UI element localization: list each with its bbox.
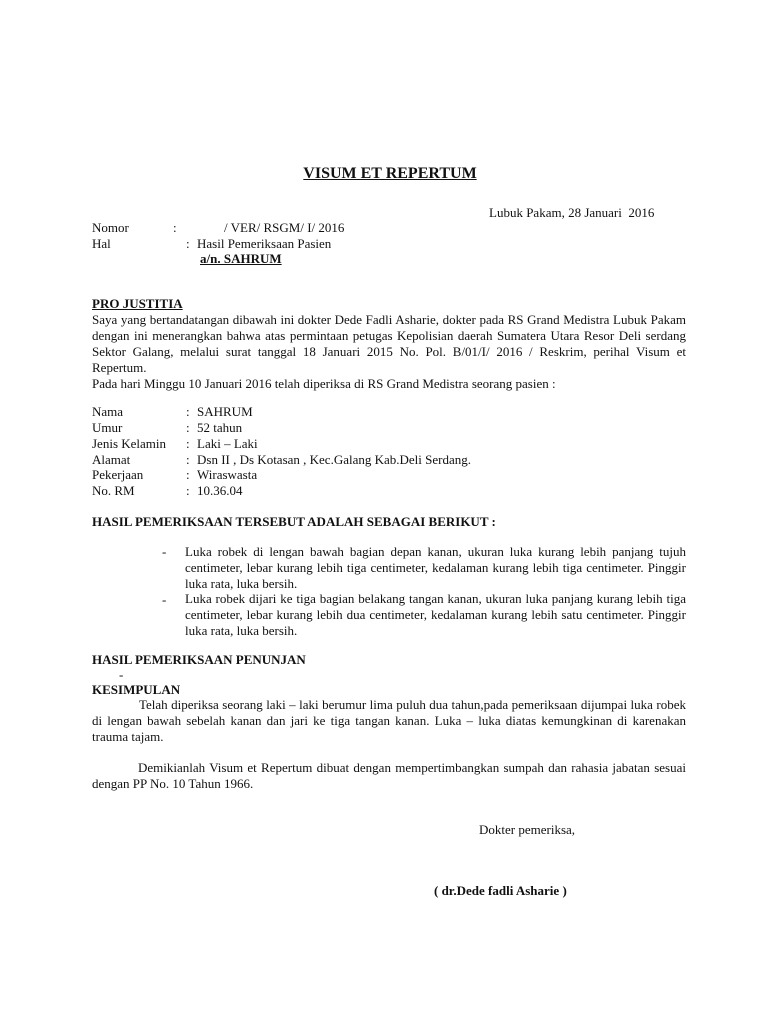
patient-value: SAHRUM [197,404,253,419]
patient-label: No. RM [92,483,135,498]
nomor-value: / VER/ RSGM/ I/ 2016 [224,220,345,235]
patient-value: Dsn II , Ds Kotasan , Kec.Galang Kab.Deli Serdang. [197,452,472,467]
patient-label: Jenis Kelamin [92,436,167,451]
list-bullet: - [162,592,167,607]
penunjang-heading: HASIL PEMERIKSAAN PENUNJAN [92,652,306,667]
place-date: Lubuk Pakam, 28 Januari 2016 [489,205,655,220]
patient-value: 10.36.04 [197,483,243,498]
patient-colon: : [186,404,190,419]
patient-value: Wiraswasta [197,467,258,482]
patient-colon: : [186,452,190,467]
list-bullet: - [162,544,167,559]
patient-value: Laki – Laki [197,436,258,451]
patient-colon: : [186,436,190,451]
patient-label: Alamat [92,452,131,467]
signature-role: Dokter pemeriksa, [479,822,576,837]
hal-colon: : [186,236,190,251]
findings-heading: HASIL PEMERIKSAAN TERSEBUT ADALAH SEBAGAI BERIKUT : [92,514,496,529]
kesimpulan-heading: KESIMPULAN [92,682,181,697]
patient-colon: : [186,420,190,435]
finding-item: Luka robek di lengan bawah bagian depan kanan, ukuran luka kurang lebih panjang tujuh centimeter, lebar kurang lebih tiga centimeter, kedalaman kurang lebih tiga centimeter. Pinggir luka rata, luka bersih. [185,544,686,591]
patient-value: 52 tahun [197,420,243,435]
closing-paragraph: Demikianlah Visum et Repertum dibuat dengan mempertimbangkan sumpah dan rahasia jabatan sesuai dengan PP No. 10 Tahun 1966. [92,760,686,791]
finding-item: Luka robek dijari ke tiga bagian belakang tangan kanan, ukuran luka panjang kurang lebih tiga centimeter, lebar kurang lebih dua centimeter, kedalaman kurang lebih satu centimeter. Pinggir luka rata, luka bersih. [185,591,686,638]
patient-colon: : [186,467,190,482]
hal-label: Hal [92,236,111,251]
nomor-colon: : [173,220,177,235]
hal-value: Hasil Pemeriksaan Pasien [197,236,332,251]
list-bullet: - [119,667,124,682]
patient-colon: : [186,483,190,498]
exam-intro: Pada hari Minggu 10 Januari 2016 telah diperiksa di RS Grand Medistra seorang pasien : [92,376,556,391]
patient-label: Nama [92,404,124,419]
pro-justitia-paragraph: Saya yang bertandatangan dibawah ini dokter Dede Fadli Asharie, dokter pada RS Grand Medistra Lubuk Pakam dengan ini menerangkan bahwa atas permintaan petugas Kepolisian daerah Sumatera Utara Resor Deli serdang Sektor Galang, melalui surat tanggal 18 Januari 2015 No. Pol. B/01/I/ 2016 / Reskrim, perihal Visum et Repertum. [92,312,686,375]
nomor-label: Nomor [92,220,129,235]
patient-label: Pekerjaan [92,467,144,482]
patient-label: Umur [92,420,123,435]
an-value: a/n. SAHRUM [200,251,282,266]
document-title: VISUM ET REPERTUM [303,165,477,182]
kesimpulan-paragraph: Telah diperiksa seorang laki – laki berumur lima puluh dua tahun,pada pemeriksaan dijumpai luka robek di lengan bawah sebelah kanan dan jari ke tiga tangan kanan. Luka – luka diatas kemungkinan di karenakan trauma tajam. [92,697,686,744]
signature-name: ( dr.Dede fadli Asharie ) [434,883,567,898]
pro-justitia-heading: PRO JUSTITIA [92,296,183,311]
